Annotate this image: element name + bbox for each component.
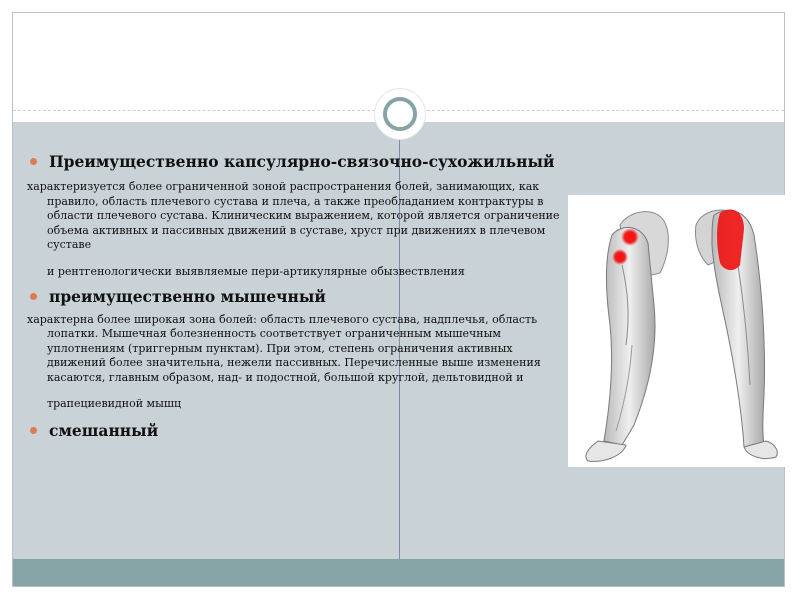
bullet-title: Преимущественно капсулярно-связочно-сухожильный xyxy=(49,152,555,171)
ring-ornament-icon xyxy=(375,89,425,139)
bullet-title: смешанный xyxy=(49,421,159,440)
pain-area-icon xyxy=(717,210,744,271)
slide-text xyxy=(27,152,572,440)
arm-pain-illustration xyxy=(568,195,786,467)
bullet-item xyxy=(27,152,572,171)
bullet-description-tail: трапециевидной мышц xyxy=(47,397,182,410)
bullet-description: характеризуется более ограниченной зоной распространения болей, занимающих, как правило, область плечевого сустава и плеча, а также преобладанием контрактуры в области плечевого сустава. Клиническим выражением, которой является ограничение объема активных и пассивных движений в суставе, хруст при движениях в плечевом суставе xyxy=(27,180,560,251)
arm-illustration-svg xyxy=(568,195,786,467)
pain-marker-icon xyxy=(612,249,628,265)
bullet-title: преимущественно мышечный xyxy=(49,286,326,306)
bullet-item xyxy=(27,421,572,440)
bullet-description-tail: и рентгенологически выявляемые пери-артикулярные обызвествления xyxy=(47,264,465,278)
bullet-dot-icon xyxy=(30,293,37,300)
bullet-item xyxy=(27,287,572,306)
slide-footer xyxy=(13,559,784,587)
pain-marker-icon xyxy=(621,228,639,246)
ring-ornament-inner xyxy=(383,97,417,131)
bullet-dot-icon xyxy=(30,158,37,165)
bullet-description: характерна более широкая зона болей: область плечевого сустава, надплечья, область лопатки. Мышечная болезненность соответствует ограниченным мышечным уплотнениям (триггерным пунктам). При этом, степень ограничения активных движений более значительна, нежели пассивных. Перечисленные выше изменения касаются, главным образом, над- и подостной, большой круглой, дельтовидной и xyxy=(27,312,541,384)
right-arm-figure xyxy=(696,210,778,459)
left-arm-figure xyxy=(586,212,668,462)
bullet-dot-icon xyxy=(30,427,37,434)
